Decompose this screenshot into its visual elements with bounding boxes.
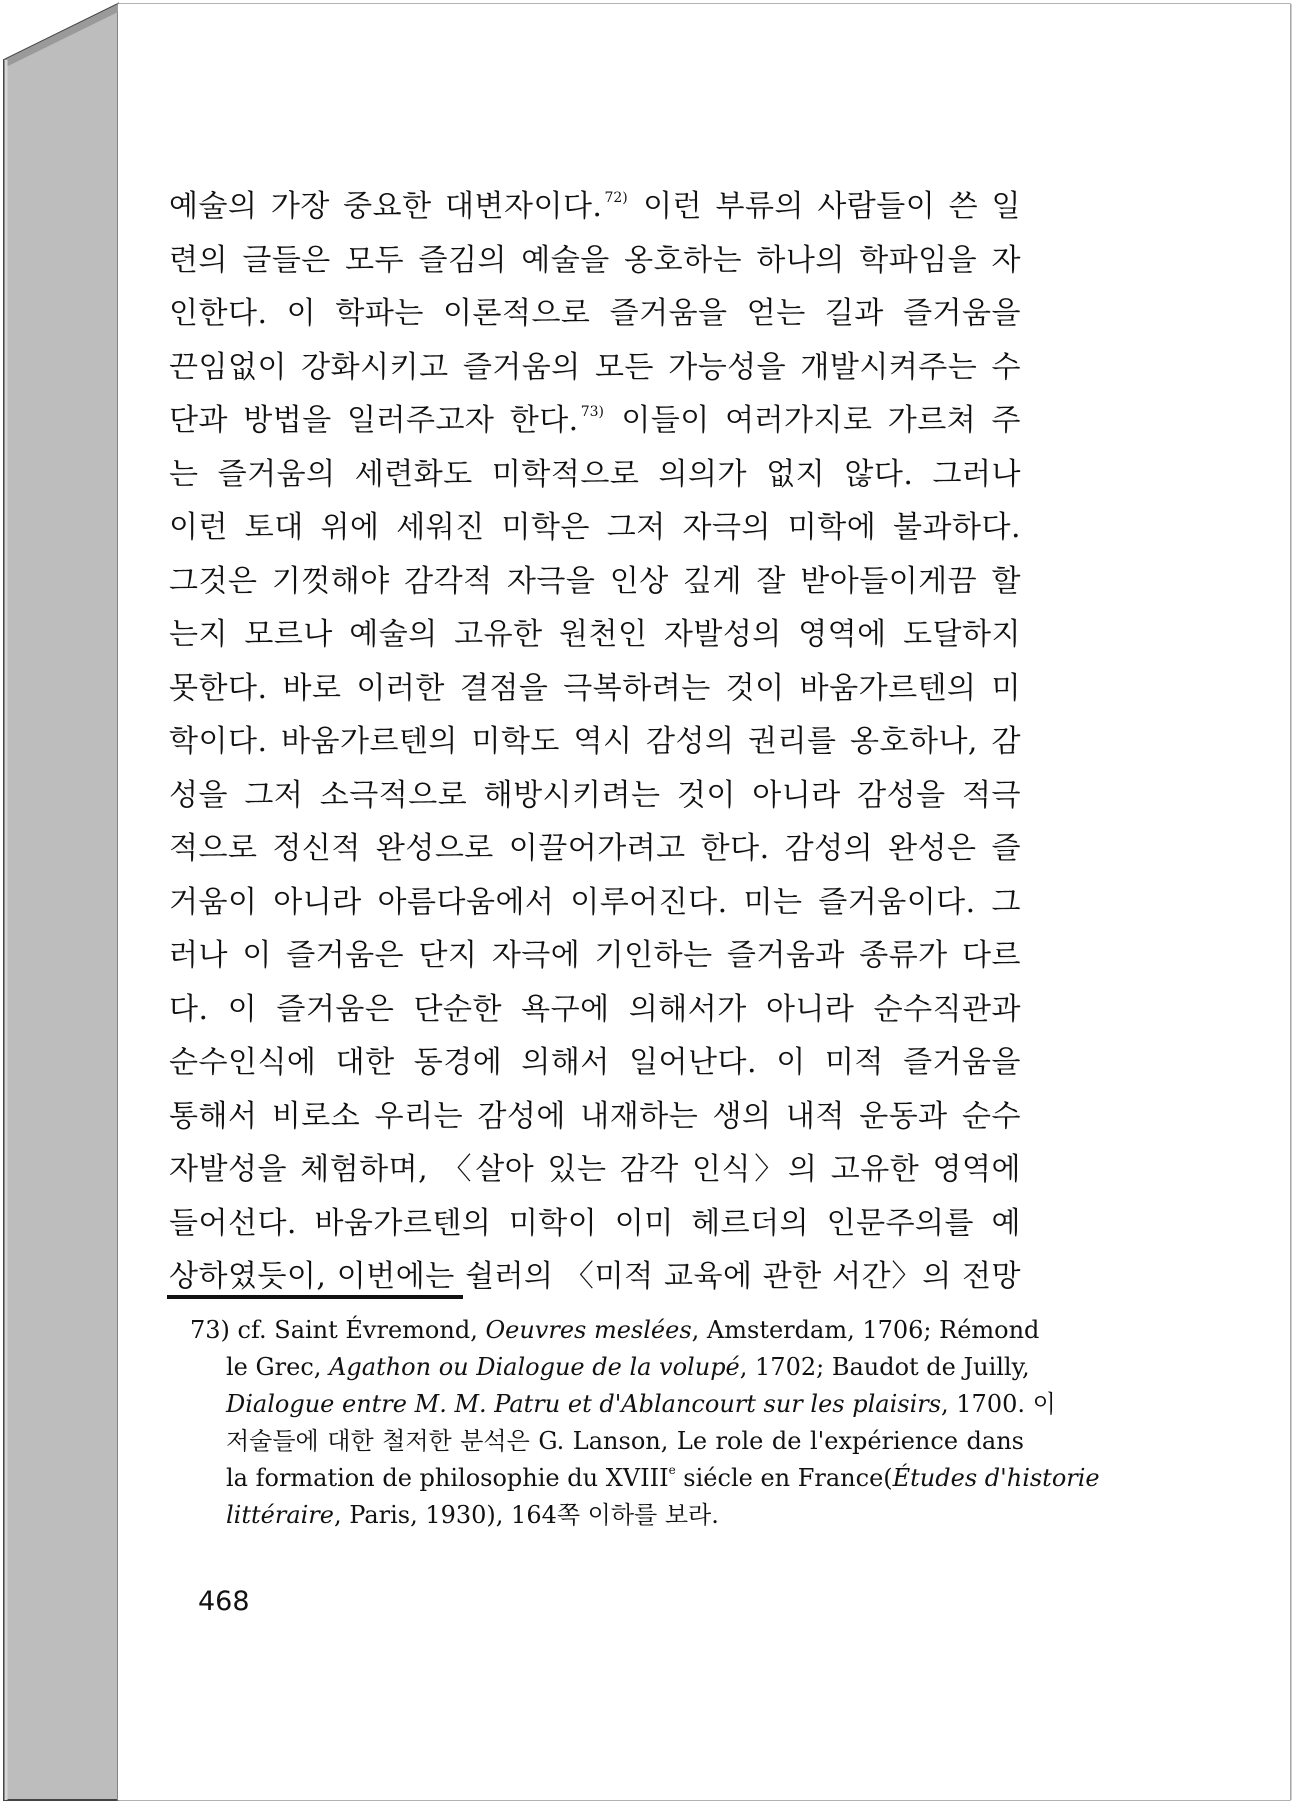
- text-line: 학이다. 바움가르텐의 미학도 역시 감성의 권리를 옹호하나, 감: [169, 724, 1021, 759]
- text-line: 다. 이 즐거움은 단순한 욕구에 의해서가 아니라 순수직관과: [169, 991, 1021, 1027]
- text-line: 순수인식에 대한 동경에 의해서 일어난다. 이 미적 즐거움을: [169, 1045, 1021, 1080]
- text-line: 못한다. 바로 이러한 결점을 극복하려는 것이 바움가르텐의 미: [169, 670, 1021, 706]
- text-line: 통해서 비로소 우리는 감성에 내재하는 생의 내적 운동과 순수: [169, 1098, 1021, 1134]
- footnote-line: Dialogue entre M. M. Patru et d'Ablancourt sur les plaisirs, 1700. 이: [226, 1390, 1056, 1418]
- footnote-line: le Grec, Agathon ou Dialogue de la volupé, 1702; Baudot de Juilly,: [226, 1353, 1030, 1381]
- text-line: 적으로 정신적 완성으로 이끌어가려고 한다. 감성의 완성은 즐: [169, 831, 1021, 866]
- footnote-ref: 73): [580, 404, 605, 420]
- footnote-separator: [167, 1295, 463, 1299]
- footnote-line: 저술들에 대한 철저한 분석은 G. Lanson, Le role de l'expérience dans: [226, 1427, 1024, 1455]
- text-line: 단과 방법을 일러주고자 한다. $^{73)}$ 이들이 여러가지로 가르쳐 주: [169, 403, 1022, 438]
- text-line: 이런 토대 위에 세워진 미학은 그저 자극의 미학에 불과하다.: [169, 510, 1021, 545]
- text-line: 성을 그저 소극적으로 해방시키려는 것이 아니라 감성을 적극: [169, 777, 1021, 813]
- footnote-ref: 72): [604, 190, 628, 206]
- footnote-73: [190, 1312, 1100, 1534]
- page-number: 468: [198, 1586, 250, 1617]
- footnote-line: littéraire, Paris, 1930), 164쪽 이하를 보라.: [226, 1501, 719, 1529]
- footnote-line: la formation de philosophie du XVIIIe siécle en France(Études d'historie: [226, 1463, 1100, 1492]
- text-line: 들어선다. 바움가르텐의 미학이 이미 헤르더의 인문주의를 예: [169, 1205, 1021, 1241]
- text-line: 러나 이 즐거움은 단지 자극에 기인하는 즐거움과 종류가 다르: [169, 938, 1021, 973]
- spine-face: [4, 4, 118, 1800]
- text-line: 예술의 가장 중요한 대변자이다. $^{72)}$ 이런 부류의 사람들이 쓴 일: [169, 189, 1021, 224]
- text-line: 는 즐거움의 세련화도 미학적으로 의의가 없지 않다. 그러나: [169, 456, 1021, 492]
- text-line: 상하였듯이, 이번에는 쉴러의 〈미적 교육에 관한 서간〉의 전망: [169, 1259, 1021, 1294]
- text-line: 끈임없이 강화시키고 즐거움의 모든 가능성을 개발시켜주는 수: [169, 349, 1021, 385]
- text-line: 거움이 아니라 아름다움에서 이루어진다. 미는 즐거움이다. 그: [169, 884, 1021, 920]
- text-line: 그것은 기껏해야 감각적 자극을 인상 깊게 잘 받아들이게끔 할: [169, 563, 1021, 599]
- text-line: 자발성을 체험하며, 〈살아 있는 감각 인식〉의 고유한 영역에: [169, 1152, 1021, 1187]
- text-line: 는지 모르나 예술의 고유한 원천인 자발성의 영역에 도달하지: [169, 617, 1021, 652]
- footnote-line: 73) cf. Saint Évremond, Oeuvres meslées, Amsterdam, 1706; Rémond: [190, 1316, 1040, 1344]
- main-text: [169, 180, 1021, 1304]
- text-line: 인한다. 이 학파는 이론적으로 즐거움을 얻는 길과 즐거움을: [169, 296, 1021, 331]
- text-line: 련의 글들은 모두 즐김의 예술을 옹호하는 하나의 학파임을 자: [169, 242, 1021, 278]
